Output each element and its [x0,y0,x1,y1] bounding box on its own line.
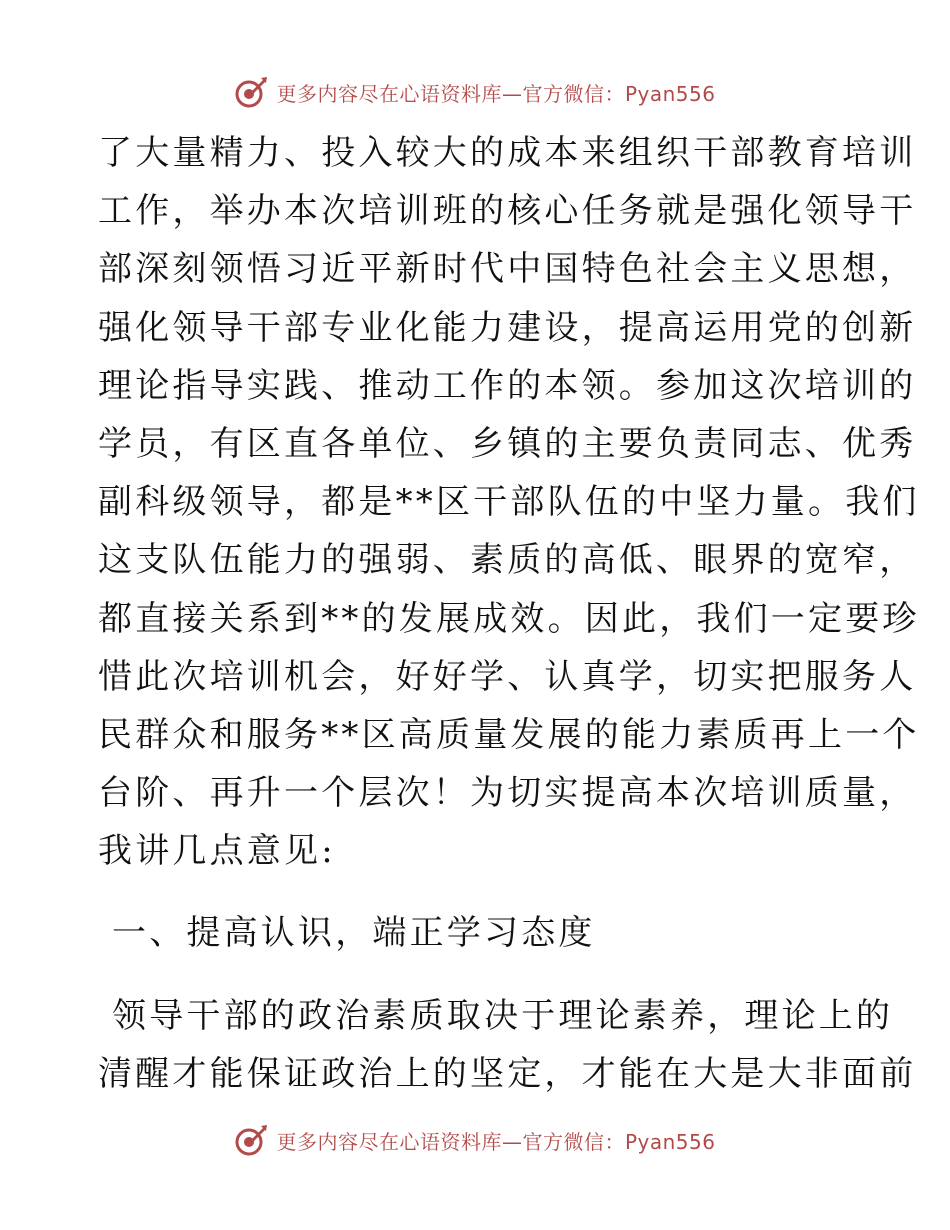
text-line: 工作，举办本次培训班的核心任务就是强化领导干 [98,191,917,232]
text-line: 这支队伍能力的强弱、素质的高低、眼界的宽窄， [98,540,917,581]
document-body [98,124,920,1103]
text-line: 我讲几点意见: [98,831,336,872]
watermark-text: 更多内容尽在心语资料库—官方微信：Pyan556 [276,1129,716,1154]
section-heading: 一、提高认识，端正学习态度 [98,913,596,954]
text-line: 部深刻领悟习近平新时代中国特色社会主义思想， [98,249,917,290]
text-line: 领导干部的政治素质取决于理论素养，理论上的 [98,995,894,1036]
text-line: 副科级领导，都是**区干部队伍的中坚力量。我们 [98,482,920,523]
text-line: 了大量精力、投入较大的成本来组织干部教育培训 [98,133,917,173]
text-line: 学员，有区直各单位、乡镇的主要负责同志、优秀 [98,423,917,464]
text-line: 都直接关系到**的发展成效。因此，我们一定要珍 [98,598,920,639]
quill-logo-icon [234,75,268,109]
text-line: 惜此次培训机会，好好学、认真学，切实把服务人 [98,656,917,697]
header-watermark [0,72,950,112]
text-line: 民群众和服务**区高质量发展的能力素质再上一个 [98,714,920,755]
watermark-text: 更多内容尽在心语资料库—官方微信：Pyan556 [276,81,716,106]
text-line: 台阶、再升一个层次！为切实提高本次培训质量， [98,773,917,814]
footer-watermark [0,1120,950,1160]
paragraph-gap [98,880,868,904]
quill-logo-icon [234,1123,268,1157]
text-line: 清醒才能保证政治上的坚定，才能在大是大非面前 [98,1053,917,1094]
paragraph-gap [98,963,868,987]
text-line: 强化领导干部专业化能力建设，提高运用党的创新 [98,307,917,348]
text-line: 理论指导实践、推动工作的本领。参加这次培训的 [98,365,917,406]
